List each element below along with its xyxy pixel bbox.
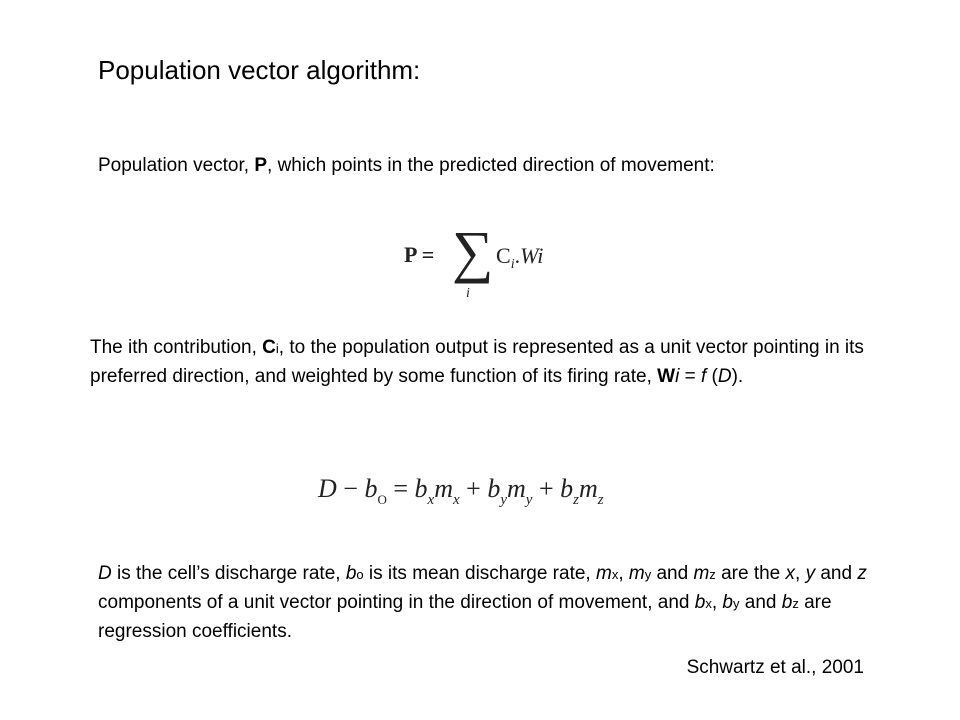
def-x: x (785, 563, 796, 584)
def-text-10: and (739, 592, 782, 613)
def-d: D (98, 563, 112, 584)
eq2-my: m (506, 474, 526, 503)
def-text-5: are the (715, 563, 786, 584)
contribution-symbol-c-sub: i (275, 341, 279, 356)
def-text-4: and (651, 563, 694, 584)
def-z: z (857, 563, 867, 584)
definitions-paragraph (98, 560, 888, 646)
term-c: C (496, 243, 511, 268)
term-c-sub: i (510, 257, 515, 272)
contribution-text-2: , to the population output is represented as a unit vector pointing in its preferred direction, and weighted by some function of its firing rate, (90, 337, 864, 387)
eq2-bz: b (560, 474, 574, 503)
discharge-rate-equation (318, 474, 604, 509)
def-mx: m (595, 563, 612, 584)
summation-index: i (466, 286, 470, 301)
contribution-text-1: The ith contribution, (90, 337, 263, 358)
term-dot: . (514, 243, 521, 268)
def-text-7: and (815, 563, 858, 584)
contribution-paragraph (90, 334, 870, 391)
intro-paragraph (98, 152, 715, 180)
intro-symbol-p: P (254, 155, 268, 176)
eq2-mz-sub: z (597, 492, 604, 508)
def-my: m (628, 563, 645, 584)
eq2-equals: = (386, 474, 415, 503)
equation1-lhs: P = (404, 242, 435, 267)
def-b: b (345, 563, 357, 584)
eq2-b: b (364, 474, 378, 503)
def-text-6: , (795, 563, 806, 584)
summation-symbol: ∑ (452, 219, 494, 284)
eq2-my-sub: y (525, 492, 533, 508)
eq2-bx-sub: x (427, 492, 435, 508)
def-my-sub: y (644, 567, 652, 582)
eq2-mx: m (434, 474, 453, 503)
eq2-bx: b (414, 474, 428, 503)
def-bx: b (694, 592, 706, 613)
eq2-plus-1: + (459, 474, 488, 503)
contribution-symbol-w-sub: i (675, 366, 680, 387)
def-text-8: components of a unit vector pointing in the direction of movement, and (98, 592, 695, 613)
eq2-plus-2: + (532, 474, 561, 503)
eq2-by: b (487, 474, 501, 503)
contribution-symbol-w: W (657, 366, 676, 387)
def-mx-sub: x (611, 567, 619, 582)
def-text-11: are regression coefficients. (98, 592, 832, 642)
contribution-text-5: ). (731, 366, 744, 387)
eq2-mz: m (578, 474, 598, 503)
citation: Schwartz et al., 2001 (686, 657, 864, 678)
contribution-symbol-f: f (700, 366, 707, 387)
def-y: y (805, 563, 816, 584)
def-bz: b (781, 592, 793, 613)
intro-text-after: , which points in the predicted direction of movement: (267, 155, 715, 176)
def-by: b (722, 592, 733, 613)
def-text-2: is its mean discharge rate, (363, 563, 596, 584)
term-w: Wi (520, 243, 544, 268)
eq2-minus: − (336, 474, 365, 503)
contribution-symbol-c: C (262, 337, 276, 358)
def-text-9: , (711, 592, 723, 613)
eq2-by-sub: y (500, 492, 507, 508)
def-text-1: is the cell’s discharge rate, (111, 563, 346, 584)
def-mz-sub: z (709, 567, 716, 582)
def-mz: m (693, 563, 710, 584)
contribution-text-3: = (679, 366, 701, 387)
eq2-d: D (318, 474, 337, 503)
def-bz-sub: z (792, 596, 799, 611)
slide-title: Population vector algorithm: (98, 55, 421, 85)
def-text-3: , (618, 563, 629, 584)
eq2-b-sub: O (377, 492, 387, 507)
eq2-mx-sub: x (452, 492, 460, 508)
intro-text-before: Population vector, (98, 155, 255, 176)
def-b-sub: o (356, 567, 364, 582)
contribution-symbol-d: D (717, 366, 732, 387)
def-by-sub: y (732, 596, 740, 611)
contribution-text-4: ( (706, 366, 718, 387)
def-bx-sub: x (705, 596, 712, 611)
equation1-rhs (496, 243, 543, 273)
eq2-bz-sub: z (573, 492, 579, 508)
